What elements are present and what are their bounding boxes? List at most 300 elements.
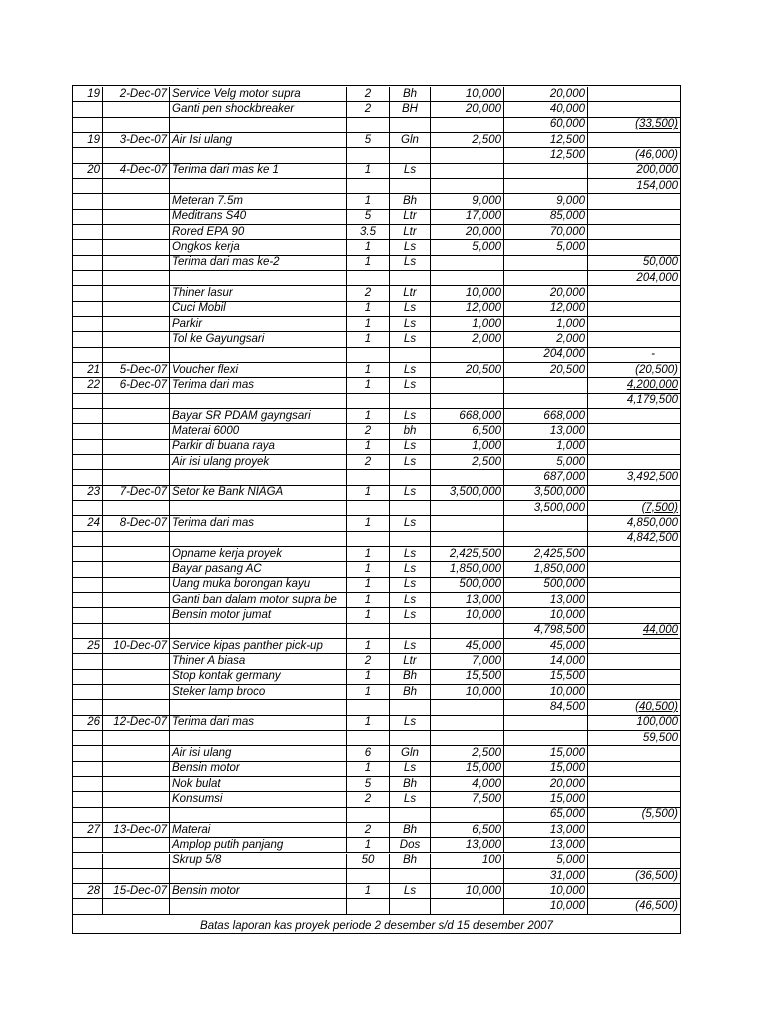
row-unit: Ls	[390, 440, 431, 455]
row-balance: 200,000	[588, 164, 680, 179]
row-date	[103, 271, 170, 286]
row-subtotal: 85,000	[504, 210, 588, 225]
row-price	[431, 148, 504, 163]
row-balance: 44,000	[588, 624, 680, 639]
row-balance	[588, 670, 680, 685]
row-unit: Ls	[390, 302, 431, 317]
row-balance: 59,500	[588, 731, 680, 746]
row-number	[73, 240, 103, 255]
row-qty: 1	[347, 562, 390, 577]
row-number	[73, 731, 103, 746]
row-qty: 1	[347, 516, 390, 531]
row-qty: 1	[347, 164, 390, 179]
table-row	[73, 240, 680, 255]
row-qty	[347, 731, 390, 746]
row-balance	[588, 440, 680, 455]
row-subtotal	[504, 271, 588, 286]
row-unit: Ls	[390, 164, 431, 179]
row-number	[73, 118, 103, 133]
row-unit: Ltr	[390, 210, 431, 225]
row-price: 2,425,500	[431, 547, 504, 562]
row-qty: 5	[347, 210, 390, 225]
row-date	[103, 746, 170, 761]
row-subtotal: 1,000	[504, 317, 588, 332]
row-unit: Ls	[390, 884, 431, 899]
row-qty: 6	[347, 746, 390, 761]
row-number	[73, 179, 103, 194]
row-number: 19	[73, 133, 103, 148]
row-qty	[347, 501, 390, 516]
row-unit: Ls	[390, 378, 431, 393]
row-qty: 1	[347, 409, 390, 424]
row-description	[170, 118, 347, 133]
table-row	[73, 562, 680, 577]
row-date	[103, 532, 170, 547]
table-row	[73, 87, 680, 102]
row-description: Ganti pen shockbreaker	[170, 102, 347, 117]
row-qty: 1	[347, 838, 390, 853]
row-number	[73, 455, 103, 470]
row-balance: 100,000	[588, 716, 680, 731]
row-number	[73, 899, 103, 914]
row-subtotal: 15,000	[504, 746, 588, 761]
row-subtotal: 10,000	[504, 685, 588, 700]
row-price: 3,500,000	[431, 486, 504, 501]
table-row	[73, 884, 680, 899]
row-number	[73, 838, 103, 853]
row-description	[170, 470, 347, 485]
row-qty: 2	[347, 792, 390, 807]
row-subtotal: 204,000	[504, 348, 588, 363]
table-row	[73, 363, 680, 378]
row-date	[103, 685, 170, 700]
row-unit	[390, 348, 431, 363]
row-subtotal: 10,000	[504, 608, 588, 623]
row-description: Service Velg motor supra	[170, 87, 347, 102]
row-qty	[347, 624, 390, 639]
row-unit: Bh	[390, 87, 431, 102]
row-date: 4-Dec-07	[103, 164, 170, 179]
table-row	[73, 225, 680, 240]
table-row	[73, 700, 680, 715]
row-date	[103, 654, 170, 669]
row-number	[73, 746, 103, 761]
row-price: 45,000	[431, 639, 504, 654]
row-balance	[588, 102, 680, 117]
row-price	[431, 516, 504, 531]
row-balance	[588, 317, 680, 332]
row-subtotal: 13,000	[504, 823, 588, 838]
row-unit: Bh	[390, 854, 431, 869]
row-balance: (20,500)	[588, 363, 680, 378]
row-unit: Ls	[390, 486, 431, 501]
row-date	[103, 409, 170, 424]
row-subtotal: 12,500	[504, 133, 588, 148]
row-qty: 2	[347, 424, 390, 439]
row-description: Service kipas panther pick-up	[170, 639, 347, 654]
row-price: 500,000	[431, 578, 504, 593]
row-balance: (36,500)	[588, 869, 680, 884]
row-price	[431, 869, 504, 884]
row-number	[73, 808, 103, 823]
row-unit	[390, 470, 431, 485]
row-subtotal: 15,500	[504, 670, 588, 685]
row-subtotal: 500,000	[504, 578, 588, 593]
row-balance	[588, 133, 680, 148]
table-row	[73, 424, 680, 439]
row-date	[103, 225, 170, 240]
row-date: 7-Dec-07	[103, 486, 170, 501]
row-qty: 1	[347, 608, 390, 623]
row-qty: 1	[347, 639, 390, 654]
row-qty: 1	[347, 317, 390, 332]
row-date	[103, 118, 170, 133]
row-subtotal: 84,500	[504, 700, 588, 715]
row-balance	[588, 286, 680, 301]
row-subtotal: 15,000	[504, 762, 588, 777]
row-qty: 50	[347, 854, 390, 869]
row-description	[170, 869, 347, 884]
row-balance	[588, 854, 680, 869]
row-balance	[588, 409, 680, 424]
row-balance	[588, 194, 680, 209]
row-description: Stop kontak germany	[170, 670, 347, 685]
row-description: Bensin motor jumat	[170, 608, 347, 623]
row-balance	[588, 240, 680, 255]
row-date: 13-Dec-07	[103, 823, 170, 838]
row-number	[73, 608, 103, 623]
table-row	[73, 394, 680, 409]
row-balance	[588, 823, 680, 838]
row-subtotal: 13,000	[504, 593, 588, 608]
row-unit	[390, 394, 431, 409]
row-unit	[390, 700, 431, 715]
row-date	[103, 240, 170, 255]
row-balance	[588, 486, 680, 501]
row-price: 7,500	[431, 792, 504, 807]
row-qty: 1	[347, 762, 390, 777]
row-number	[73, 271, 103, 286]
row-unit: Ls	[390, 639, 431, 654]
row-balance: 4,179,500	[588, 394, 680, 409]
row-qty: 1	[347, 194, 390, 209]
row-price	[431, 271, 504, 286]
row-balance: 154,000	[588, 179, 680, 194]
row-subtotal: 45,000	[504, 639, 588, 654]
row-description	[170, 348, 347, 363]
row-qty: 5	[347, 133, 390, 148]
row-number: 22	[73, 378, 103, 393]
row-number	[73, 194, 103, 209]
row-description	[170, 700, 347, 715]
row-balance	[588, 746, 680, 761]
table-row	[73, 608, 680, 623]
row-price: 20,500	[431, 363, 504, 378]
table-row	[73, 731, 680, 746]
row-subtotal: 60,000	[504, 118, 588, 133]
row-price: 668,000	[431, 409, 504, 424]
row-unit	[390, 271, 431, 286]
table-row	[73, 516, 680, 531]
row-unit: Gln	[390, 746, 431, 761]
table-row	[73, 501, 680, 516]
row-unit: Ls	[390, 409, 431, 424]
table-row	[73, 593, 680, 608]
row-description	[170, 624, 347, 639]
row-price	[431, 118, 504, 133]
row-description: Thiner A biasa	[170, 654, 347, 669]
table-row	[73, 470, 680, 485]
row-balance	[588, 792, 680, 807]
row-qty	[347, 470, 390, 485]
table-row	[73, 762, 680, 777]
row-balance: 4,842,500	[588, 532, 680, 547]
row-subtotal: 4,798,500	[504, 624, 588, 639]
row-unit: Bh	[390, 777, 431, 792]
row-number	[73, 348, 103, 363]
row-qty	[347, 118, 390, 133]
row-description: Skrup 5/8	[170, 854, 347, 869]
row-price	[431, 808, 504, 823]
row-price: 12,000	[431, 302, 504, 317]
row-date: 3-Dec-07	[103, 133, 170, 148]
row-date: 15-Dec-07	[103, 884, 170, 899]
row-date	[103, 501, 170, 516]
row-date	[103, 731, 170, 746]
row-price	[431, 716, 504, 731]
table-row	[73, 102, 680, 117]
row-unit: Bh	[390, 685, 431, 700]
row-unit: Ls	[390, 593, 431, 608]
row-number	[73, 317, 103, 332]
row-description: Terima dari mas ke-2	[170, 256, 347, 271]
row-description: Materai 6000	[170, 424, 347, 439]
row-subtotal: 668,000	[504, 409, 588, 424]
row-qty: 1	[347, 884, 390, 899]
row-price: 2,000	[431, 332, 504, 347]
row-price: 4,000	[431, 777, 504, 792]
row-subtotal: 70,000	[504, 225, 588, 240]
row-price	[431, 394, 504, 409]
row-number: 20	[73, 164, 103, 179]
row-price: 13,000	[431, 593, 504, 608]
row-qty: 1	[347, 440, 390, 455]
row-price: 10,000	[431, 884, 504, 899]
row-subtotal: 10,000	[504, 899, 588, 914]
row-number	[73, 210, 103, 225]
row-qty: 1	[347, 332, 390, 347]
row-description: Amplop putih panjang	[170, 838, 347, 853]
row-number	[73, 332, 103, 347]
row-subtotal: 15,000	[504, 792, 588, 807]
row-subtotal: 5,000	[504, 854, 588, 869]
row-price	[431, 899, 504, 914]
row-number	[73, 670, 103, 685]
row-date: 12-Dec-07	[103, 716, 170, 731]
row-date	[103, 302, 170, 317]
row-subtotal	[504, 532, 588, 547]
row-date	[103, 562, 170, 577]
row-number	[73, 148, 103, 163]
row-balance	[588, 87, 680, 102]
row-price: 15,500	[431, 670, 504, 685]
row-unit: Ls	[390, 547, 431, 562]
row-description: Cuci Mobil	[170, 302, 347, 317]
row-unit	[390, 179, 431, 194]
row-date	[103, 194, 170, 209]
row-date	[103, 210, 170, 225]
table-row	[73, 302, 680, 317]
row-unit	[390, 624, 431, 639]
row-balance	[588, 302, 680, 317]
table-row	[73, 348, 680, 363]
row-qty	[347, 148, 390, 163]
row-qty: 2	[347, 87, 390, 102]
row-description: Voucher flexi	[170, 363, 347, 378]
row-date	[103, 286, 170, 301]
table-row	[73, 578, 680, 593]
row-price: 2,500	[431, 455, 504, 470]
row-date	[103, 762, 170, 777]
table-row	[73, 808, 680, 823]
row-balance	[588, 578, 680, 593]
table-row	[73, 332, 680, 347]
row-subtotal	[504, 716, 588, 731]
row-price: 2,500	[431, 133, 504, 148]
row-date	[103, 624, 170, 639]
table-row	[73, 547, 680, 562]
row-unit	[390, 808, 431, 823]
table-row	[73, 486, 680, 501]
table-row	[73, 685, 680, 700]
row-date	[103, 332, 170, 347]
row-qty: 1	[347, 486, 390, 501]
row-balance	[588, 777, 680, 792]
row-qty: 1	[347, 685, 390, 700]
row-description	[170, 179, 347, 194]
row-qty	[347, 532, 390, 547]
table-row	[73, 148, 680, 163]
row-subtotal: 1,850,000	[504, 562, 588, 577]
row-number	[73, 424, 103, 439]
row-balance	[588, 884, 680, 899]
row-number	[73, 286, 103, 301]
row-balance	[588, 639, 680, 654]
row-date: 8-Dec-07	[103, 516, 170, 531]
row-balance	[588, 593, 680, 608]
row-qty: 2	[347, 654, 390, 669]
row-subtotal: 31,000	[504, 869, 588, 884]
row-price: 15,000	[431, 762, 504, 777]
row-number: 25	[73, 639, 103, 654]
row-subtotal: 5,000	[504, 240, 588, 255]
row-price	[431, 179, 504, 194]
row-unit: Dos	[390, 838, 431, 853]
row-price: 20,000	[431, 225, 504, 240]
row-description: Rored EPA 90	[170, 225, 347, 240]
row-subtotal: 20,000	[504, 777, 588, 792]
row-date	[103, 455, 170, 470]
row-unit: Ls	[390, 317, 431, 332]
row-description: Parkir	[170, 317, 347, 332]
row-number	[73, 854, 103, 869]
row-date	[103, 838, 170, 853]
row-subtotal: 13,000	[504, 838, 588, 853]
table-row	[73, 179, 680, 194]
table-row	[73, 823, 680, 838]
row-balance: (5,500)	[588, 808, 680, 823]
row-qty	[347, 348, 390, 363]
row-unit	[390, 532, 431, 547]
row-subtotal: 20,500	[504, 363, 588, 378]
row-date: 2-Dec-07	[103, 87, 170, 102]
row-price: 7,000	[431, 654, 504, 669]
row-unit	[390, 148, 431, 163]
row-price: 6,500	[431, 424, 504, 439]
row-date	[103, 348, 170, 363]
row-date	[103, 148, 170, 163]
row-qty	[347, 808, 390, 823]
row-number	[73, 256, 103, 271]
row-price	[431, 501, 504, 516]
row-number	[73, 624, 103, 639]
row-unit: Bh	[390, 194, 431, 209]
row-date	[103, 700, 170, 715]
row-number: 26	[73, 716, 103, 731]
row-balance	[588, 562, 680, 577]
row-unit: Ls	[390, 716, 431, 731]
row-unit	[390, 899, 431, 914]
row-price: 10,000	[431, 286, 504, 301]
row-date	[103, 899, 170, 914]
row-price: 10,000	[431, 87, 504, 102]
row-number	[73, 578, 103, 593]
row-number	[73, 501, 103, 516]
row-unit: Ls	[390, 516, 431, 531]
row-description: Air isi ulang proyek	[170, 455, 347, 470]
row-unit	[390, 118, 431, 133]
row-unit: Gln	[390, 133, 431, 148]
row-description	[170, 271, 347, 286]
row-price: 6,500	[431, 823, 504, 838]
row-subtotal: 65,000	[504, 808, 588, 823]
row-qty: 1	[347, 363, 390, 378]
row-description: Terima dari mas	[170, 716, 347, 731]
row-description: Air Isi ulang	[170, 133, 347, 148]
row-balance: 50,000	[588, 256, 680, 271]
row-date	[103, 808, 170, 823]
row-price: 5,000	[431, 240, 504, 255]
row-qty: 2	[347, 823, 390, 838]
row-unit: Ls	[390, 762, 431, 777]
row-price: 20,000	[431, 102, 504, 117]
row-qty	[347, 394, 390, 409]
row-price: 13,000	[431, 838, 504, 853]
row-subtotal	[504, 164, 588, 179]
row-number	[73, 562, 103, 577]
row-description: Terima dari mas	[170, 378, 347, 393]
row-price: 17,000	[431, 210, 504, 225]
row-number	[73, 225, 103, 240]
row-unit	[390, 869, 431, 884]
row-balance	[588, 608, 680, 623]
table-row	[73, 777, 680, 792]
row-description	[170, 394, 347, 409]
row-date	[103, 102, 170, 117]
row-description: Parkir di buana raya	[170, 440, 347, 455]
row-subtotal	[504, 731, 588, 746]
row-balance	[588, 424, 680, 439]
